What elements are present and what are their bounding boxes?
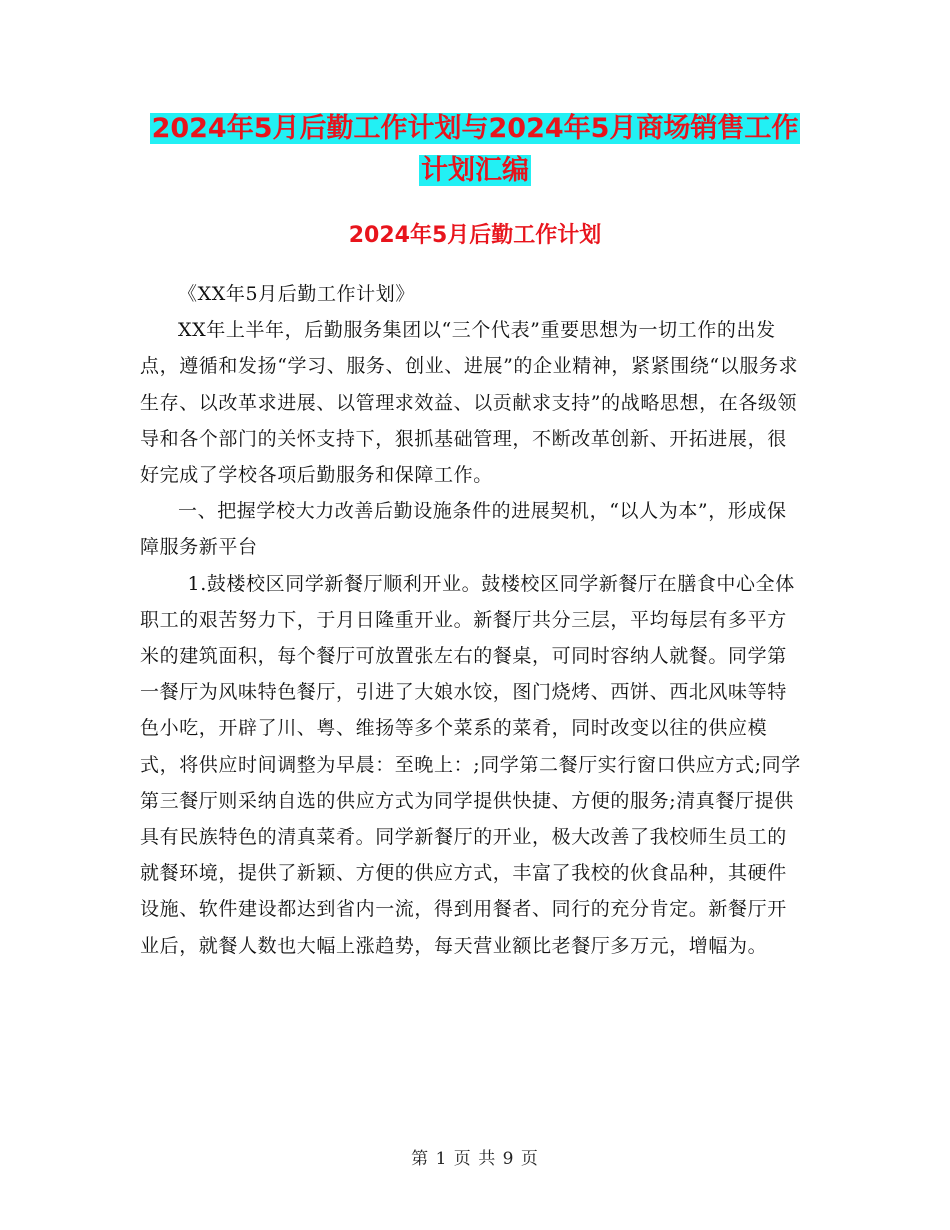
- paragraph-intro: XX年上半年，后勤服务集团以“三个代表”重要思想为一切工作的出发点，遵循和发扬“学习、服务、创业、进展”的企业精神，紧紧围绕“以服务求生存、以改革求进展、以管理求效益、以贡献求支持”的战略思想，在各级领导和各个部门的关怀支持下，狠抓基础管理，不断改革创新、开拓进展，很好完成了学校各项后勤服务和保障工作。: [140, 319, 799, 487]
- document-title-line-2: 计划汇编: [421, 155, 529, 186]
- document-title: [0, 108, 950, 192]
- paragraph-heading-one: 一、把握学校大力改善后勤设施条件的进展契机，“以人为本”，形成保障服务新平台: [140, 500, 787, 559]
- paragraph-item-one: 1.鼓楼校区同学新餐厅顺利开业。鼓楼校区同学新餐厅在膳食中心全体职工的艰苦努力下，于月日隆重开业。新餐厅共分三层，平均每层有多平方米的建筑面积，每个餐厅可放置张左右的餐桌，可同时容纳人就餐。同学第一餐厅为风味特色餐厅，引进了大娘水饺，图门烧烤、西饼、西北风味等特色小吃，开辟了川、粤、维扬等多个菜系的菜肴，同时改变以往的供应模式，将供应时间调整为早晨：至晚上：;同学第二餐厅实行窗口供应方式;同学第三餐厅则采纳自选的供应方式为同学提供快捷、方便的服务;清真餐厅提供具有民族特色的清真菜肴。同学新餐厅的开业，极大改善了我校师生员工的就餐环境，提供了新颖、方便的供应方式，丰富了我校的伙食品种，其硬件设施、软件建设都达到省内一流，得到用餐者、同行的充分肯定。新餐厅开业后，就餐人数也大幅上涨趋势，每天营业额比老餐厅多万元，增幅为。: [140, 572, 801, 957]
- document-title-line-1: 2024年5月后勤工作计划与2024年5月商场销售工作: [151, 113, 799, 144]
- page-indicator: 第 1 页 共 9 页: [411, 1149, 539, 1169]
- document-body: [140, 276, 804, 964]
- section-title: 2024年5月后勤工作计划: [348, 223, 602, 248]
- paragraph-source-title: 《XX年5月后勤工作计划》: [178, 283, 415, 305]
